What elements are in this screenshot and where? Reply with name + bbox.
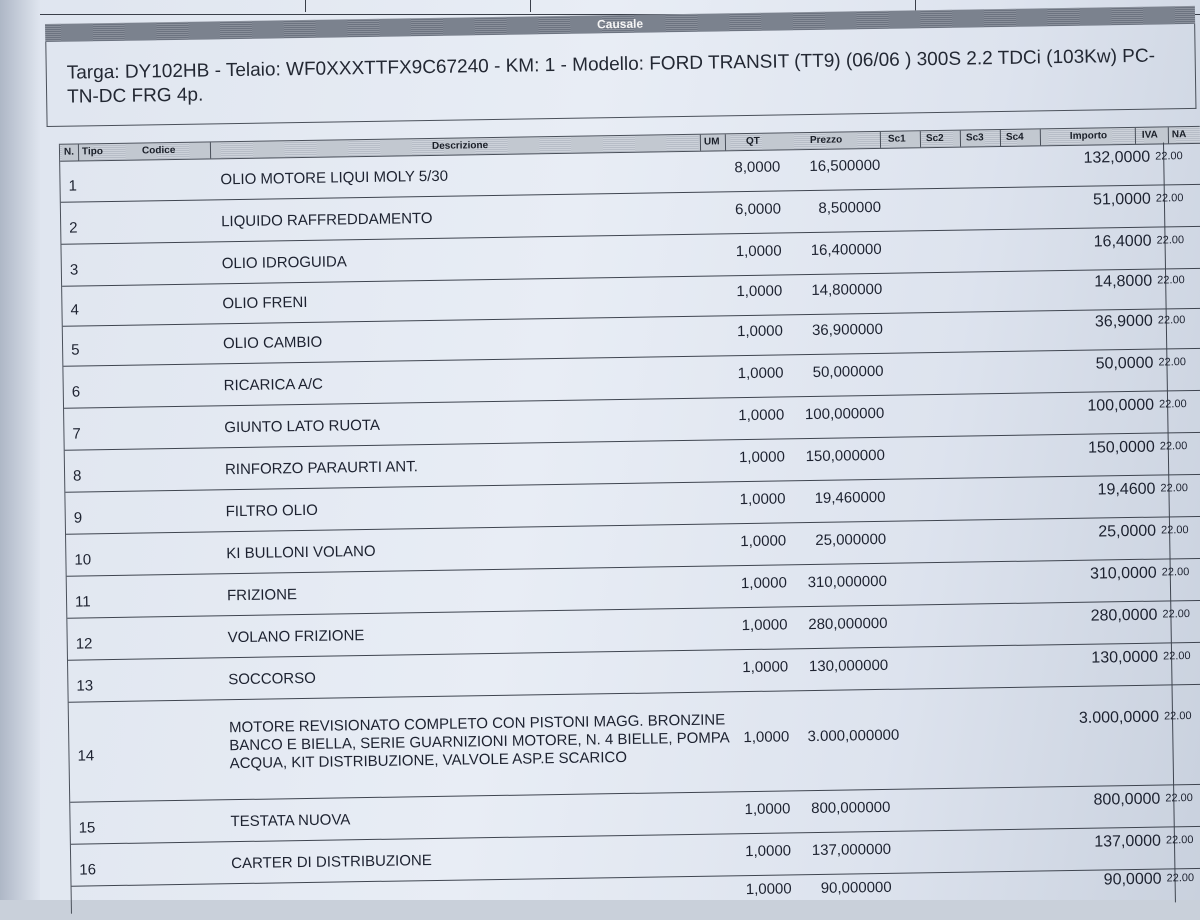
row-vat: 22.00	[1158, 356, 1187, 369]
header-tipo: Tipo	[81, 146, 104, 158]
header-codice: Codice	[141, 144, 176, 157]
header-sc1: Sc1	[887, 133, 906, 145]
row-price: 100,000000	[804, 404, 885, 424]
row-number: 9	[73, 509, 83, 527]
row-amount: 800,0000	[1093, 790, 1161, 809]
causale-header: Causale	[45, 6, 1195, 42]
row-number: 2	[69, 219, 78, 237]
row-number: 13	[76, 677, 94, 695]
row-description: OLIO FRENI	[222, 293, 308, 313]
row-number: 8	[72, 467, 82, 485]
header-sc3: Sc3	[965, 132, 984, 144]
row-amount: 100,0000	[1087, 396, 1155, 415]
row-number: 10	[74, 551, 92, 569]
row-amount: 14,8000	[1094, 272, 1153, 291]
row-description: OLIO CAMBIO	[222, 333, 323, 353]
paper-fold-shadow	[0, 0, 40, 900]
header-descrizione: Descrizione	[431, 140, 489, 152]
row-price: 3.000,000000	[807, 726, 900, 746]
row-quantity: 1,0000	[736, 322, 784, 341]
header-prezzo: Prezzo	[809, 134, 843, 146]
row-amount: 280,0000	[1090, 606, 1158, 625]
row-vat: 22.00	[1155, 150, 1183, 163]
row-price: 16,400000	[810, 240, 882, 259]
items-table	[59, 126, 1200, 914]
header-n: N.	[63, 146, 75, 158]
row-price: 25,000000	[815, 530, 887, 549]
row-amount: 25,0000	[1098, 522, 1157, 541]
header-na: NA	[1171, 129, 1187, 141]
row-quantity: 1,0000	[740, 532, 787, 551]
header-divider	[210, 142, 211, 158]
row-number: 14	[77, 747, 95, 765]
row-vat: 22.00	[1163, 710, 1192, 723]
row-vat: 22.00	[1155, 192, 1184, 205]
row-description: TESTATA NUOVA	[230, 811, 351, 831]
row-vat: 22.00	[1156, 234, 1185, 247]
header-divider	[725, 134, 726, 150]
row-amount: 130,0000	[1091, 648, 1159, 667]
row-number: 15	[78, 819, 96, 837]
header-divider	[78, 144, 79, 160]
row-quantity: 1,0000	[745, 842, 792, 861]
row-number: 1	[68, 177, 78, 195]
row-vat: 22.00	[1165, 792, 1193, 805]
row-vat: 22.00	[1159, 398, 1187, 411]
row-amount: 310,0000	[1089, 564, 1157, 583]
header-importo: Importo	[1069, 130, 1108, 142]
row-number: 11	[74, 593, 91, 611]
row-amount: 50,0000	[1095, 354, 1154, 373]
header-divider	[920, 131, 921, 147]
row-description: RINFORZO PARAURTI ANT.	[224, 458, 418, 479]
table-row	[69, 684, 1200, 803]
row-description: GIUNTO LATO RUOTA	[224, 416, 381, 437]
row-description: KI BULLONI VOLANO	[226, 542, 376, 563]
row-vat: 22.00	[1166, 872, 1195, 885]
row-description: OLIO IDROGUIDA	[221, 253, 347, 273]
row-price: 50,000000	[812, 362, 884, 381]
row-quantity: 1,0000	[736, 282, 783, 301]
row-quantity: 1,0000	[739, 490, 786, 509]
header-um: UM	[703, 136, 720, 148]
row-description: OLIO MOTORE LIQUI MOLY 5/30	[220, 167, 449, 189]
header-divider	[880, 132, 881, 148]
row-description: FILTRO OLIO	[225, 501, 319, 521]
row-number: 12	[75, 635, 93, 653]
row-price: 16,500000	[809, 156, 881, 176]
row-quantity: 6,0000	[734, 200, 782, 219]
row-number: 6	[71, 383, 81, 401]
row-quantity: 1,0000	[745, 880, 792, 899]
column-divider	[305, 0, 306, 12]
row-description: RICARICA A/C	[223, 375, 324, 395]
row-number: 5	[70, 341, 80, 359]
row-quantity: 1,0000	[737, 364, 784, 383]
row-price: 19,460000	[814, 488, 886, 507]
row-vat: 22.00	[1160, 482, 1189, 495]
header-divider	[1135, 128, 1136, 144]
row-price: 90,000000	[820, 878, 892, 897]
row-price: 800,000000	[811, 798, 891, 818]
row-description: SOCCORSO	[228, 669, 316, 689]
row-amount: 16,4000	[1093, 232, 1152, 251]
row-amount: 132,0000	[1083, 148, 1151, 167]
causale-box	[45, 24, 1196, 127]
row-number: 16	[79, 861, 97, 879]
row-quantity: 1,0000	[741, 616, 788, 635]
header-divider	[960, 131, 961, 147]
header-divider	[1168, 127, 1169, 143]
row-quantity: 1,0000	[743, 728, 790, 747]
row-quantity: 1,0000	[738, 406, 785, 425]
row-quantity: 1,0000	[742, 658, 789, 677]
row-price: 150,000000	[805, 446, 886, 466]
row-vat: 22.00	[1157, 274, 1185, 287]
row-number: 7	[72, 425, 81, 443]
row-vat: 22.00	[1162, 650, 1191, 663]
column-divider	[530, 0, 531, 12]
header-divider	[700, 135, 701, 151]
header-divider	[1000, 130, 1001, 146]
causale-text: Targa: DY102HB - Telaio: WF0XXXTTFX9C67240 - KM: 1 - Modello: FORD TRANSIT (TT9) (06/06 ) 300S 2.2 TDCi (103Kw) PC-TN-DC FRG 4p.	[66, 45, 1156, 108]
row-vat: 22.00	[1165, 834, 1194, 847]
row-price: 14,800000	[811, 280, 883, 299]
row-vat: 22.00	[1157, 314, 1186, 327]
row-price: 137,000000	[811, 840, 892, 860]
row-description: CARTER DI DISTRIBUZIONE	[231, 852, 432, 873]
row-vat: 22.00	[1162, 608, 1191, 621]
row-quantity: 1,0000	[738, 448, 786, 467]
row-vat: 22.00	[1160, 524, 1189, 537]
row-price: 310,000000	[807, 572, 887, 592]
header-iva: IVA	[1141, 129, 1158, 141]
row-price: 8,500000	[818, 198, 882, 217]
row-price: 280,000000	[808, 614, 888, 634]
row-description: FRIZIONE	[226, 586, 298, 605]
row-amount: 150,0000	[1087, 438, 1155, 457]
header-qt: QT	[745, 135, 760, 148]
row-vat: 22.00	[1159, 440, 1188, 453]
header-sc4: Sc4	[1005, 131, 1024, 143]
row-quantity: 8,0000	[734, 158, 781, 177]
row-description: MOTORE REVISIONATO COMPLETO CON PISTONI MAGG. BRONZINE BANCO E BIELLA, SERIE GUARNIZIONI MOTORE, N. 4 BIELLE, POMPA ACQUA, KIT DISTRIBUZIONE, VALVOLE ASP.E SCARICO	[228, 711, 730, 773]
row-vat: 22.00	[1161, 566, 1190, 579]
header-sc2: Sc2	[925, 132, 944, 145]
row-amount: 137,0000	[1094, 832, 1162, 851]
invoice-document	[45, 6, 1200, 904]
row-quantity: 1,0000	[735, 242, 782, 261]
row-amount: 51,0000	[1092, 190, 1152, 209]
header-divider	[1040, 129, 1041, 145]
row-quantity: 1,0000	[740, 574, 788, 593]
row-description: LIQUIDO RAFFREDDAMENTO	[220, 209, 433, 231]
row-description: VOLANO FRIZIONE	[227, 627, 365, 647]
row-price: 36,900000	[811, 320, 884, 339]
row-number: 4	[70, 301, 79, 319]
row-price: 130,000000	[808, 656, 889, 676]
row-amount: 19,4600	[1097, 480, 1156, 499]
row-quantity: 1,0000	[744, 800, 791, 819]
row-number: 3	[69, 261, 79, 279]
row-amount: 36,9000	[1094, 312, 1153, 331]
row-amount: 3.000,0000	[1078, 708, 1160, 727]
row-amount: 90,0000	[1103, 870, 1162, 889]
